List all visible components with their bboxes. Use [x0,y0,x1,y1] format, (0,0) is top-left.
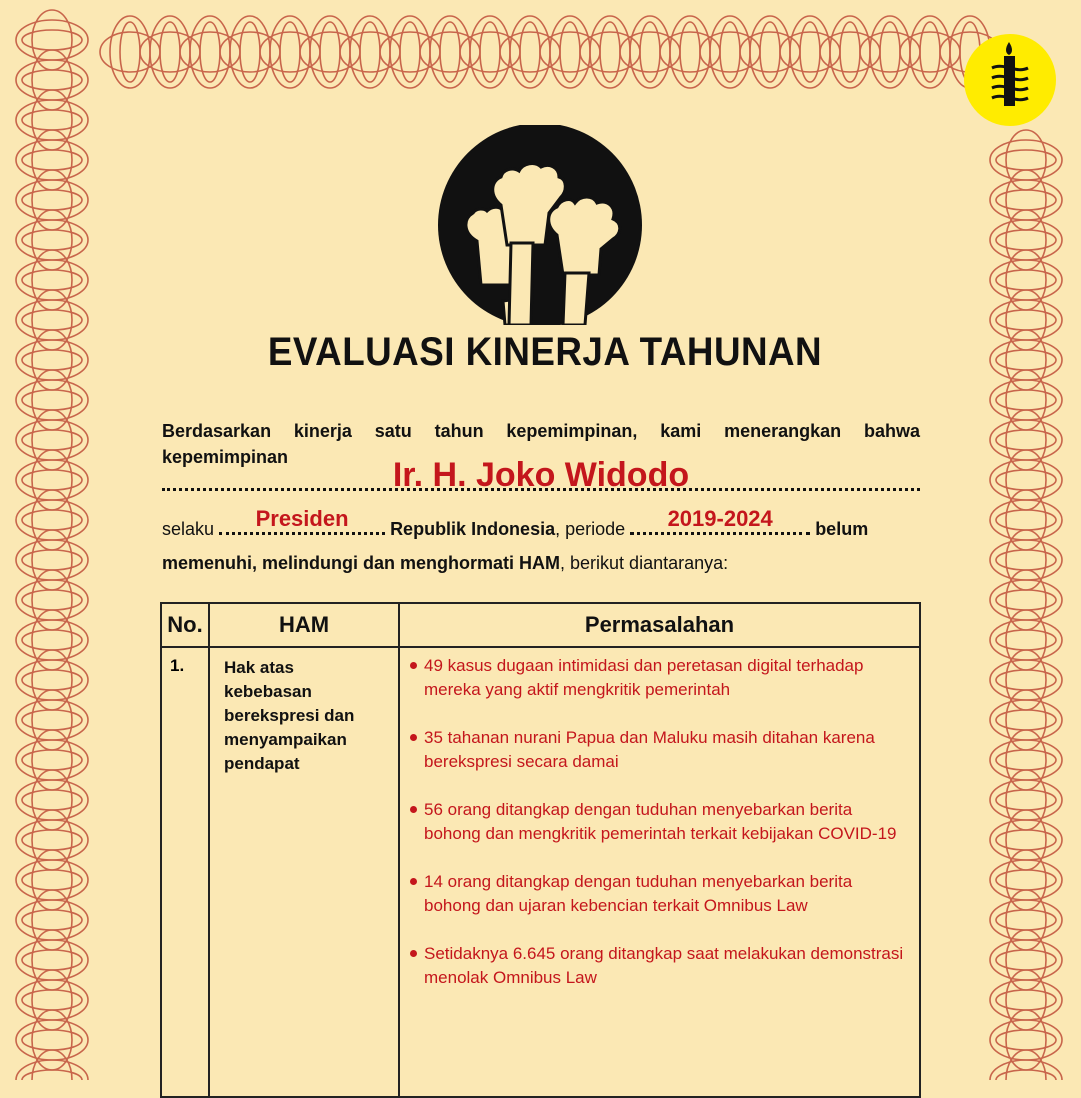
border-knot [460,16,520,88]
selaku-label: selaku [162,519,215,539]
border-knot [180,16,240,88]
period-value: 2019-2024 [667,506,773,531]
border-knot [700,16,760,88]
header-issues: Permasalahan [399,603,920,647]
statement-bold: memenuhi, melindungi dan menghormati HAM [162,553,561,573]
border-knot [16,170,88,230]
raised-fists-icon [437,125,643,325]
border-knot [16,1010,88,1070]
border-knot [990,370,1062,430]
leader-name: Ir. H. Joko Widodo [392,456,690,494]
border-knot [540,16,600,88]
border-knot [740,16,800,88]
statement-line [162,550,728,576]
header-ham: HAM [209,603,399,647]
table-row [161,647,920,1097]
border-knot [660,16,720,88]
border-knot [990,210,1062,270]
border-knot [990,490,1062,550]
border-knot [990,130,1062,190]
border-knot [16,210,88,270]
border-knot [780,16,840,88]
border-knot [990,570,1062,630]
border-knot [16,490,88,550]
amnesty-candle-icon [964,34,1056,126]
border-knot [16,690,88,750]
border-knot [990,290,1062,350]
border-knot [16,770,88,830]
border-knot [860,16,920,88]
border-knot [16,330,88,390]
issue-item: Setidaknya 6.645 orang ditangkap saat melakukan demonstrasi menolak Omnibus Law [410,942,909,990]
border-knot [990,450,1062,510]
border-knot [16,610,88,670]
border-knot [300,16,360,88]
border-knot [16,90,88,150]
border-knot [990,170,1062,230]
border-knot [16,130,88,190]
border-knot [340,16,400,88]
row-number: 1. [161,647,209,1097]
border-knot [16,570,88,630]
border-knot [420,16,480,88]
border-knot [990,970,1062,1030]
border-knot [16,930,88,990]
row-issues [399,647,920,1097]
border-knot [990,890,1062,950]
republic-label: Republik Indonesia [390,519,556,539]
document-title: EVALUASI KINERJA TAHUNAN [267,330,823,374]
ham-table [160,602,921,1098]
border-knot [990,850,1062,910]
border-knot [990,250,1062,310]
border-knot [990,730,1062,790]
border-knot [16,370,88,430]
border-knot [380,16,440,88]
border-knot [16,10,88,70]
period-field [630,506,810,535]
position-field [219,506,385,535]
border-knot [990,810,1062,870]
border-knot [16,410,88,470]
border-knot [16,50,88,110]
issue-item: 49 kasus dugaan intimidasi dan peretasan digital terhadap mereka yang aktif mengkritik pemerintah [410,654,909,702]
border-knot [100,16,160,88]
border-knot [990,650,1062,710]
border-knot [990,690,1062,750]
border-knot [990,410,1062,470]
border-knot [990,930,1062,990]
border-knot [900,16,960,88]
intro-paragraph: Berdasarkan kinerja satu tahun kepemimpinan, kami menerangkan bahwa kepemimpinan [162,421,920,467]
border-knot [16,530,88,590]
position-line [162,506,920,542]
border-knot [16,850,88,910]
border-knot [260,16,320,88]
issue-item: 56 orang ditangkap dengan tuduhan menyebarkan berita bohong dan mengkritik pemerintah terkait kebijakan COVID-19 [410,798,909,846]
border-knot [990,1010,1062,1070]
issue-item: 14 orang ditangkap dengan tuduhan menyebarkan berita bohong dan ujaran kebencian terkait Omnibus Law [410,870,909,918]
border-knot [16,970,88,1030]
border-knot [220,16,280,88]
border-knot [16,650,88,710]
emblem [437,125,643,330]
border-knot [580,16,640,88]
periode-label: , periode [555,519,626,539]
border-knot [16,290,88,350]
border-knot [16,890,88,950]
border-knot [500,16,560,88]
row-right: Hak atas kebebasan berekspresi dan menyampaikan pendapat [209,647,399,1097]
statement-rest: , berikut diantaranya: [560,553,729,573]
border-knot [16,730,88,790]
header-no: No. [161,603,209,647]
position-value: Presiden [255,506,349,531]
border-knot [140,16,200,88]
issue-item: 35 tahanan nurani Papua dan Maluku masih ditahan karena berekspresi secara damai [410,726,909,774]
belum-label: belum [815,519,869,539]
border-knot [990,610,1062,670]
border-knot [990,770,1062,830]
border-knot [990,530,1062,590]
border-knot [16,250,88,310]
amnesty-logo [964,34,1056,126]
border-knot [16,810,88,870]
table-header-row [161,603,920,647]
border-knot [620,16,680,88]
border-knot [990,330,1062,390]
border-knot [16,450,88,510]
border-knot [820,16,880,88]
